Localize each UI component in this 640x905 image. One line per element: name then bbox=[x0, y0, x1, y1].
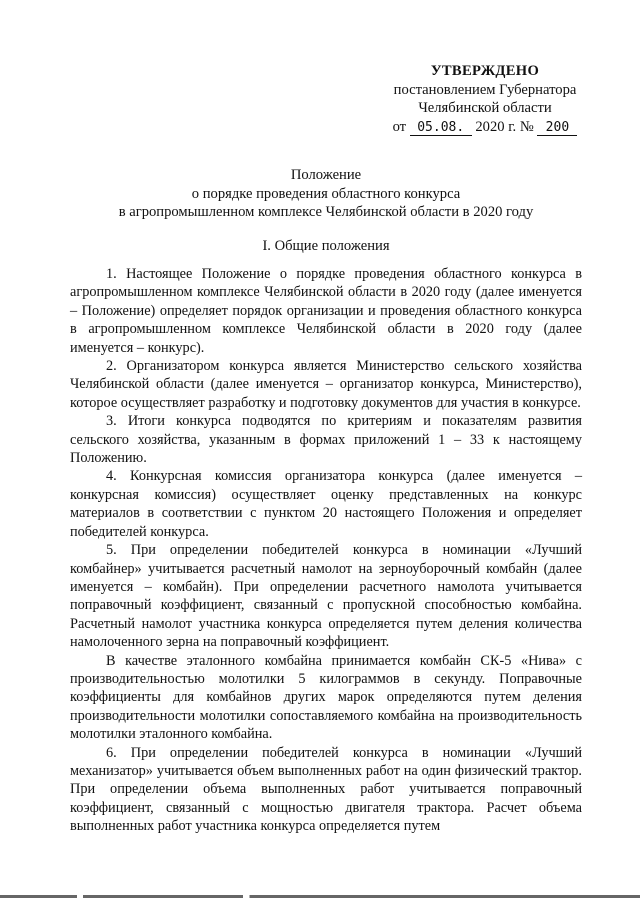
approval-line-1: постановлением Губернатора bbox=[393, 81, 577, 98]
approval-stamp: УТВЕРЖДЕНО bbox=[430, 63, 540, 79]
approval-block bbox=[380, 62, 590, 136]
scan-edge-line bbox=[0, 895, 640, 898]
date-prefix: от bbox=[392, 118, 407, 135]
paragraph-5: 5. При определении победителей конкурса в номинации «Лучший комбайнер» учитывается расчетный намолот на зерноуборочный комбайн (далее именуется – комбайн). При определении расчетного намолота учитывается поправочный коэффициент, связанный с пропускной способностью комбайна. Расчетный намолот участника конкурса определяется путем деления количества намолоченного зерна на поправочный коэффициент. bbox=[70, 542, 582, 651]
paragraph-6: 6. При определении победителей конкурса в номинации «Лучший механизатор» учитывается объем выполненных работ на один физический трактор. При определении объема выполненных работ учитывается поправочный коэффициент, связанный с мощностью двигателя трактора. Расчет объема выполненных работ участника конкурса определяется путем bbox=[70, 744, 582, 835]
handwritten-date: 05.08. bbox=[410, 121, 472, 136]
paragraph-4: 4. Конкурсная комиссия организатора конкурса (далее именуется – конкурсная комиссия) осуществляет оценку представленных на конкурс материалов в соответствии с пунктом 20 настоящего Положения и определяет победителей конкурса. bbox=[70, 468, 582, 540]
title-line-3: в агропромышленном комплексе Челябинской области в 2020 году bbox=[118, 204, 534, 220]
approval-line-2: Челябинской области bbox=[418, 100, 552, 116]
paragraph-5-continued: В качестве эталонного комбайна принимается комбайн СК-5 «Нива» с производительностью молотилки 5 килограммов в секунду. Поправочные коэффициенты для комбайнов других марок определяются путем деления производительности молотилки сопоставляемого комбайна на производительность молотилки эталонного комбайна. bbox=[70, 652, 582, 743]
year-suffix: 2020 г. № bbox=[475, 118, 534, 135]
paragraph-3: 3. Итоги конкурса подводятся по критериям и показателям развития сельского хозяйства, указанным в формах приложений 1 – 33 к настоящему Положению. bbox=[70, 413, 582, 467]
document-title bbox=[70, 166, 582, 222]
title-line-2: о порядке проведения областного конкурса bbox=[191, 185, 461, 202]
title-line-1: Положение bbox=[290, 167, 362, 183]
section-heading: I. Общие положения bbox=[262, 238, 390, 254]
approval-date-line bbox=[380, 118, 590, 137]
handwritten-number: 200 bbox=[537, 121, 577, 136]
document-body bbox=[70, 265, 582, 836]
paragraph-2: 2. Организатором конкурса является Министерство сельского хозяйства Челябинской области (далее именуется – организатор конкурса, Министерство), которое осуществляет разработку и подготовку документов для участия в конкурсе. bbox=[70, 358, 582, 411]
paragraph-1: 1. Настоящее Положение о порядке проведения областного конкурса в агропромышленном комплексе Челябинской области в 2020 году (далее именуется – Положение) определяет порядок организации и проведения областного конкурса в агропромышленном комплексе Челябинской области в 2020 году (далее именуется – конкурс). bbox=[70, 266, 582, 356]
